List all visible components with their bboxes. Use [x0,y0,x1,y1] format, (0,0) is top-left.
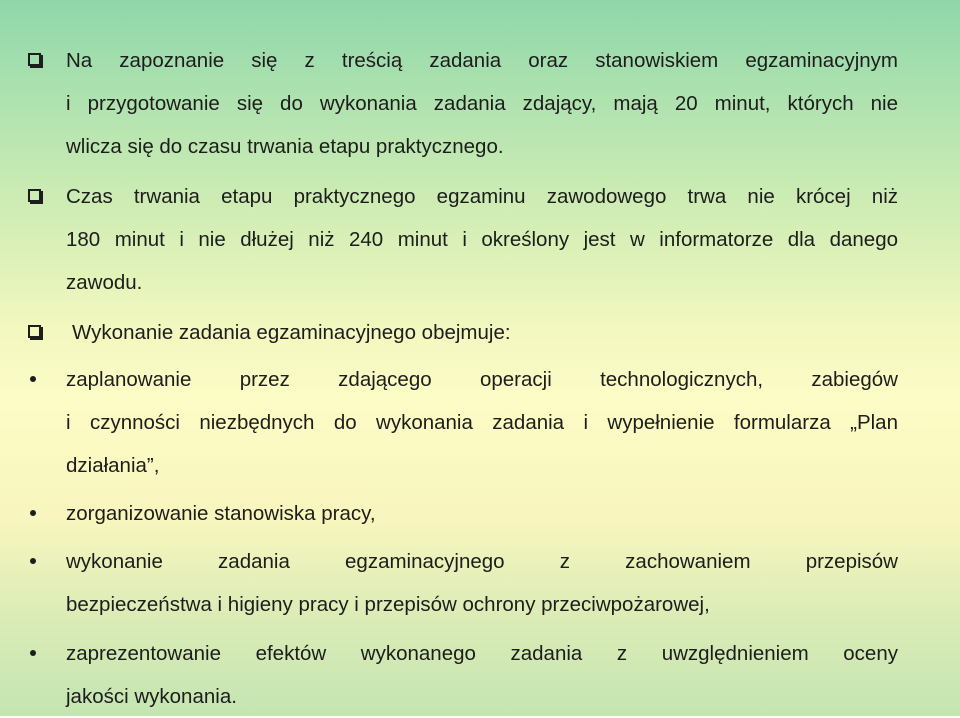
intro-line-3: wlicza się do czasu trwania etapu praktycznego. [66,135,504,158]
bullet-1-line-3: działania”, [66,454,160,477]
scope-heading [72,311,904,354]
intro-paragraph [66,39,898,168]
bullet-dot-icon [30,650,36,656]
bullet-1-line-2: i czynności niezbędnych do wykonania zadania i wypełnienie formularza „Plan [66,411,898,434]
bullet-3-line-2: bezpieczeństwa i higieny pracy i przepisów ochrony przeciwpożarowej, [66,593,710,616]
duration-paragraph [66,175,898,304]
intro-line-1: Na zapoznanie się z treścią zadania oraz stanowiskiem egzaminacyjnym [66,49,898,72]
scope-bullet-1 [66,358,898,487]
scope-bullet-2 [66,492,898,535]
bullet-4-line-2: jakości wykonania. [66,685,237,708]
checkbox-bullet-icon [28,325,41,338]
intro-line-2: i przygotowanie się do wykonania zadania zdający, mają 20 minut, których nie [66,92,898,115]
bullet-dot-icon [30,558,36,564]
checkbox-bullet-icon [28,189,41,202]
bullet-dot-icon [30,510,36,516]
bullet-2-line-1: zorganizowanie stanowiska pracy, [66,502,376,525]
bullet-dot-icon [30,376,36,382]
bullet-3-line-1: wykonanie zadania egzaminacyjnego z zachowaniem przepisów [66,550,898,573]
scope-bullet-3 [66,540,898,626]
duration-line-1: Czas trwania etapu praktycznego egzaminu zawodowego trwa nie krócej niż [66,185,898,208]
scope-bullet-4 [66,632,898,718]
duration-line-3: zawodu. [66,271,143,294]
bullet-1-line-1: zaplanowanie przez zdającego operacji technologicznych, zabiegów [66,368,898,391]
duration-line-2: 180 minut i nie dłużej niż 240 minut i określony jest w informatorze dla danego [66,228,898,251]
checkbox-bullet-icon [28,53,41,66]
scope-heading-text: Wykonanie zadania egzaminacyjnego obejmuje: [72,321,511,344]
bullet-4-line-1: zaprezentowanie efektów wykonanego zadania z uwzględnieniem oceny [66,642,898,665]
